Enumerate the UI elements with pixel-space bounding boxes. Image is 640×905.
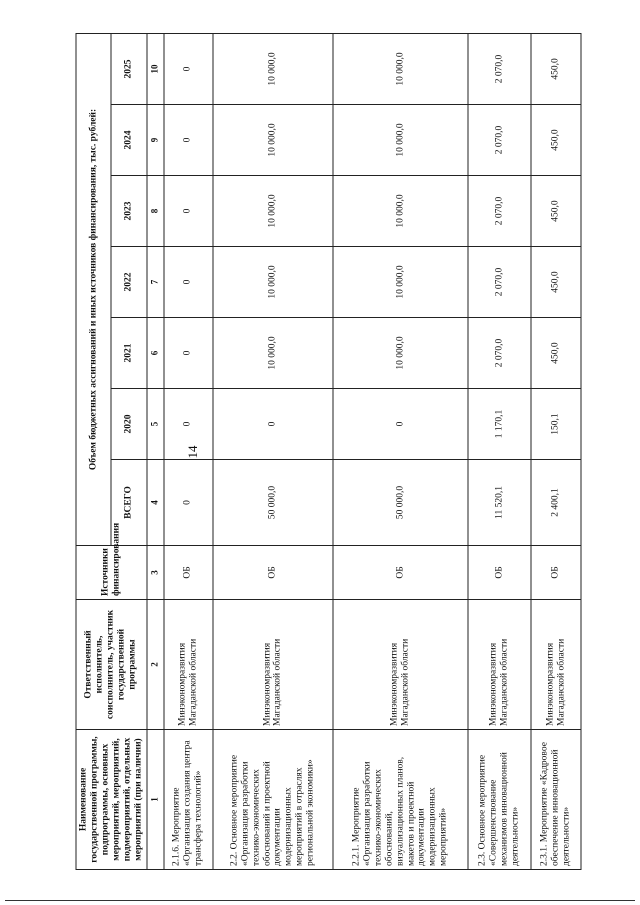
row-value-2024: 0 [164, 105, 213, 176]
row-responsible: Минэкономразвития Магаданской области [213, 600, 333, 730]
row-value-2022: 2 070,0 [468, 247, 531, 318]
row-value-2024: 2 070,0 [468, 105, 531, 176]
row-responsible: Минэкономразвития Магаданской области [164, 600, 213, 730]
row-value-2025: 10 000,0 [333, 33, 468, 104]
funding-table-sheet [76, 34, 572, 870]
row-total: 0 [164, 460, 213, 546]
row-value-2021: 10 000,0 [333, 318, 468, 389]
column-number: 7 [147, 247, 164, 318]
header-name: Наименование государственной программы, подпрограммы, основных мероприятий, мероприятий, подмероприятий, отдельных мероприятий (при наличии) [76, 730, 147, 870]
column-number: 1 [147, 730, 164, 870]
table-row [531, 33, 580, 869]
row-value-2020: 150,1 [531, 389, 580, 460]
row-value-2022: 0 [164, 247, 213, 318]
column-number: 10 [147, 33, 164, 104]
header-year-2020: 2020 [111, 389, 146, 460]
row-value-2023: 450,0 [531, 176, 580, 247]
row-value-2025: 2 070,0 [468, 33, 531, 104]
header-year-2024: 2024 [111, 105, 146, 176]
funding-table [76, 33, 582, 870]
row-value-2024: 10 000,0 [213, 105, 333, 176]
header-funding-group: Объем бюджетных ассигнований и иных источников финансирования, тыс. рублей: [76, 33, 111, 545]
table-row [333, 33, 468, 869]
header-responsible: Ответственный исполнитель, соисполнитель, участник государственной программы [76, 600, 147, 730]
row-total: 2 400,1 [531, 460, 580, 546]
row-value-2023: 10 000,0 [213, 176, 333, 247]
row-value-2023: 2 070,0 [468, 176, 531, 247]
row-name: 2.2. Основное мероприятие «Организация разработки технико-экономических обоснований и проектной документации модернизационных мероприятий в отраслях региональной экономики» [213, 730, 333, 870]
row-value-2020: 0 [164, 389, 213, 460]
row-value-2024: 450,0 [531, 105, 580, 176]
row-value-2020: 1 170,1 [468, 389, 531, 460]
row-name: 2.1.6. Мероприятие «Организация создания центра трансфера технологий» [164, 730, 213, 870]
header-source: Источники финансирования [76, 546, 147, 600]
row-total: 11 520,1 [468, 460, 531, 546]
table-row [213, 33, 333, 869]
row-value-2022: 10 000,0 [213, 247, 333, 318]
row-value-2021: 0 [164, 318, 213, 389]
header-year-2023: 2023 [111, 176, 146, 247]
row-source: ОБ [213, 546, 333, 600]
row-total: 50 000,0 [333, 460, 468, 546]
table-row [164, 33, 213, 869]
row-name: 2.3.1. Мероприятие «Кадровое обеспечение инновационной деятельности» [531, 730, 580, 870]
column-number: 4 [147, 460, 164, 546]
header-total: ВСЕГО [111, 460, 146, 546]
header-year-2021: 2021 [111, 318, 146, 389]
page-bottom-rule [5, 900, 635, 901]
row-value-2022: 10 000,0 [333, 247, 468, 318]
row-responsible: Минэкономразвития Магаданской области [531, 600, 580, 730]
row-responsible: Минэкономразвития Магаданской области [333, 600, 468, 730]
row-source: ОБ [164, 546, 213, 600]
header-row-1 [76, 33, 111, 869]
column-number: 9 [147, 105, 164, 176]
row-value-2021: 10 000,0 [213, 318, 333, 389]
row-value-2020: 0 [213, 389, 333, 460]
row-value-2021: 2 070,0 [468, 318, 531, 389]
row-value-2024: 10 000,0 [333, 105, 468, 176]
column-number: 6 [147, 318, 164, 389]
page-number: 14 [185, 445, 200, 459]
row-value-2020: 0 [333, 389, 468, 460]
row-value-2025: 10 000,0 [213, 33, 333, 104]
header-year-2022: 2022 [111, 247, 146, 318]
header-year-2025: 2025 [111, 33, 146, 104]
row-source: ОБ [333, 546, 468, 600]
table-row [468, 33, 531, 869]
row-source: ОБ [468, 546, 531, 600]
row-value-2025: 450,0 [531, 33, 580, 104]
column-number: 3 [147, 546, 164, 600]
row-value-2022: 450,0 [531, 247, 580, 318]
row-value-2023: 10 000,0 [333, 176, 468, 247]
row-value-2023: 0 [164, 176, 213, 247]
row-responsible: Минэкономразвития Магаданской области [468, 600, 531, 730]
row-total: 50 000,0 [213, 460, 333, 546]
row-name: 2.3. Основное мероприятие «Совершенствование механизмов инновационной деятельности» [468, 730, 531, 870]
row-source: ОБ [531, 546, 580, 600]
column-number: 2 [147, 600, 164, 730]
row-value-2025: 0 [164, 33, 213, 104]
column-number: 8 [147, 176, 164, 247]
column-number: 5 [147, 389, 164, 460]
row-value-2021: 450,0 [531, 318, 580, 389]
column-number-row [147, 33, 164, 869]
row-name: 2.2.1. Мероприятие «Организация разработки технико-экономических обоснований, визуализационных планов, макетов и проектной документации модернизационных мероприятий» [333, 730, 468, 870]
